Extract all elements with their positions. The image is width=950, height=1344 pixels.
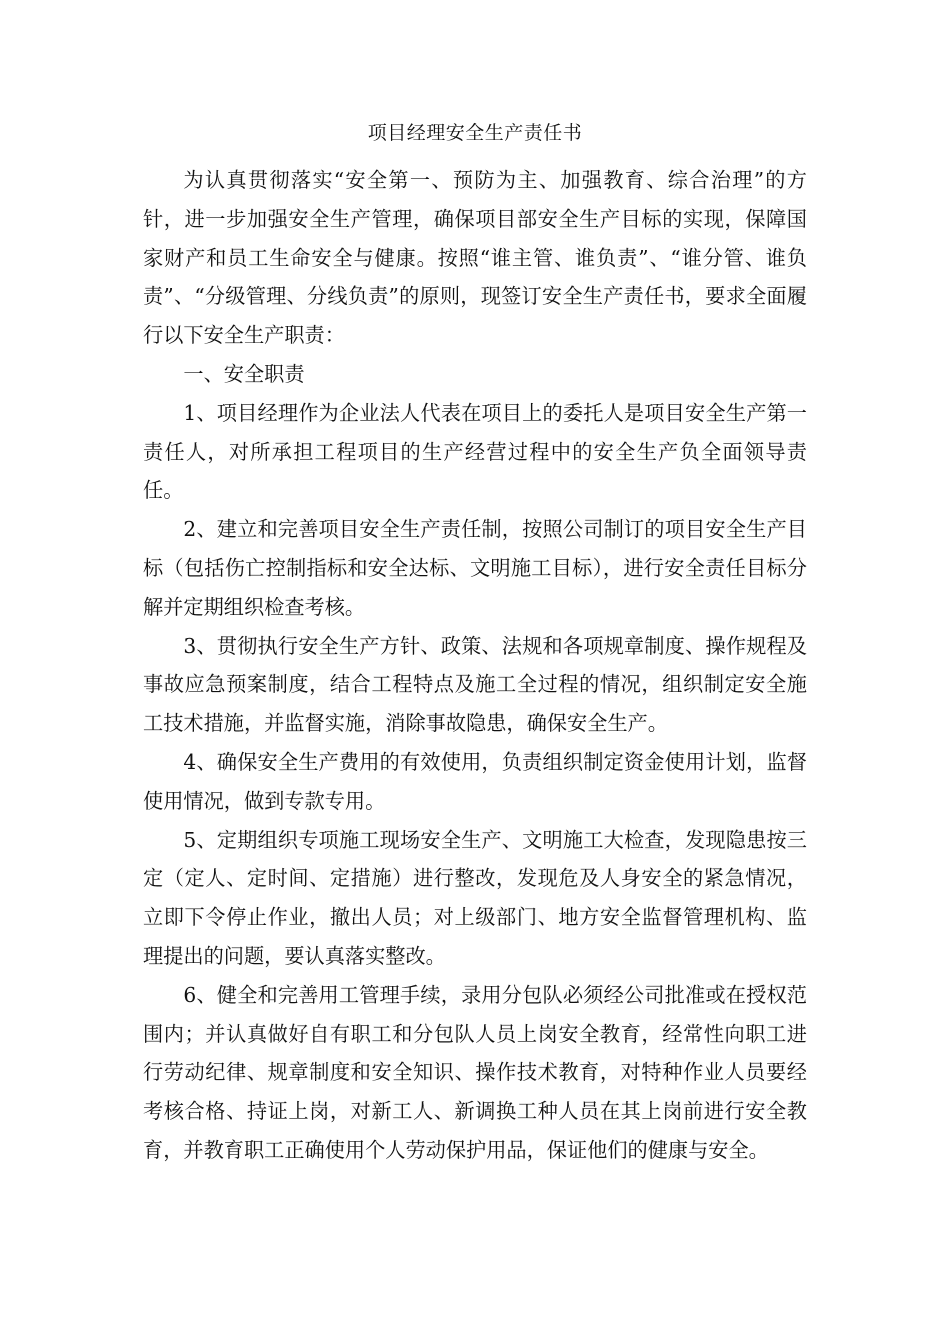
duty-item-1: 1、项目经理作为企业法人代表在项目上的委托人是项目安全生产第一责任人，对所承担工程项目的生产经营过程中的安全生产负全面领导责任。: [143, 400, 807, 503]
duty-item-4: 4、确保安全生产费用的有效使用，负责组织制定资金使用计划，监督使用情况，做到专款专用。: [143, 749, 807, 813]
section-heading-safety-duties: 一、安全职责: [183, 361, 305, 386]
duty-item-2: 2、建立和完善项目安全生产责任制，按照公司制订的项目安全生产目标（包括伤亡控制指标和安全达标、文明施工目标），进行安全责任目标分解并定期组织检查考核。: [143, 517, 807, 619]
duty-item-5: 5、定期组织专项施工现场安全生产、文明施工大检查，发现隐患按三定（定人、定时间、定措施）进行整改，发现危及人身安全的紧急情况，立即下令停止作业，撤出人员；对上级部门、地方安全监督管理机构、监理提出的问题，要认真落实整改。: [143, 827, 807, 968]
intro-paragraph: 为认真贯彻落实“安全第一、预防为主、加强教育、综合治理”的方针，进一步加强安全生产管理，确保项目部安全生产目标的实现，保障国家财产和员工生命安全与健康。按照“谁主管、谁负责”、“谁分管、谁负责”、“分级管理、分线负责”的原则，现签订安全生产责任书，要求全面履行以下安全生产职责：: [143, 168, 807, 348]
duty-item-3: 3、贯彻执行安全生产方针、政策、法规和各项规章制度、操作规程及事故应急预案制度，结合工程特点及施工全过程的情况，组织制定安全施工技术措施，并监督实施，消除事故隐患，确保安全生产。: [143, 633, 807, 736]
duty-item-6: 6、健全和完善用工管理手续，录用分包队必须经公司批准或在授权范围内；并认真做好自有职工和分包队人员上岗安全教育，经常性向职工进行劳动纪律、规章制度和安全知识、操作技术教育，对特种作业人员要经考核合格、持证上岗，对新工人、新调换工种人员在其上岗前进行安全教育，并教育职工正确使用个人劳动保护用品，保证他们的健康与安全。: [143, 982, 807, 1162]
document-title: 项目经理安全生产责任书: [367, 122, 583, 144]
document-body: [143, 161, 807, 1170]
